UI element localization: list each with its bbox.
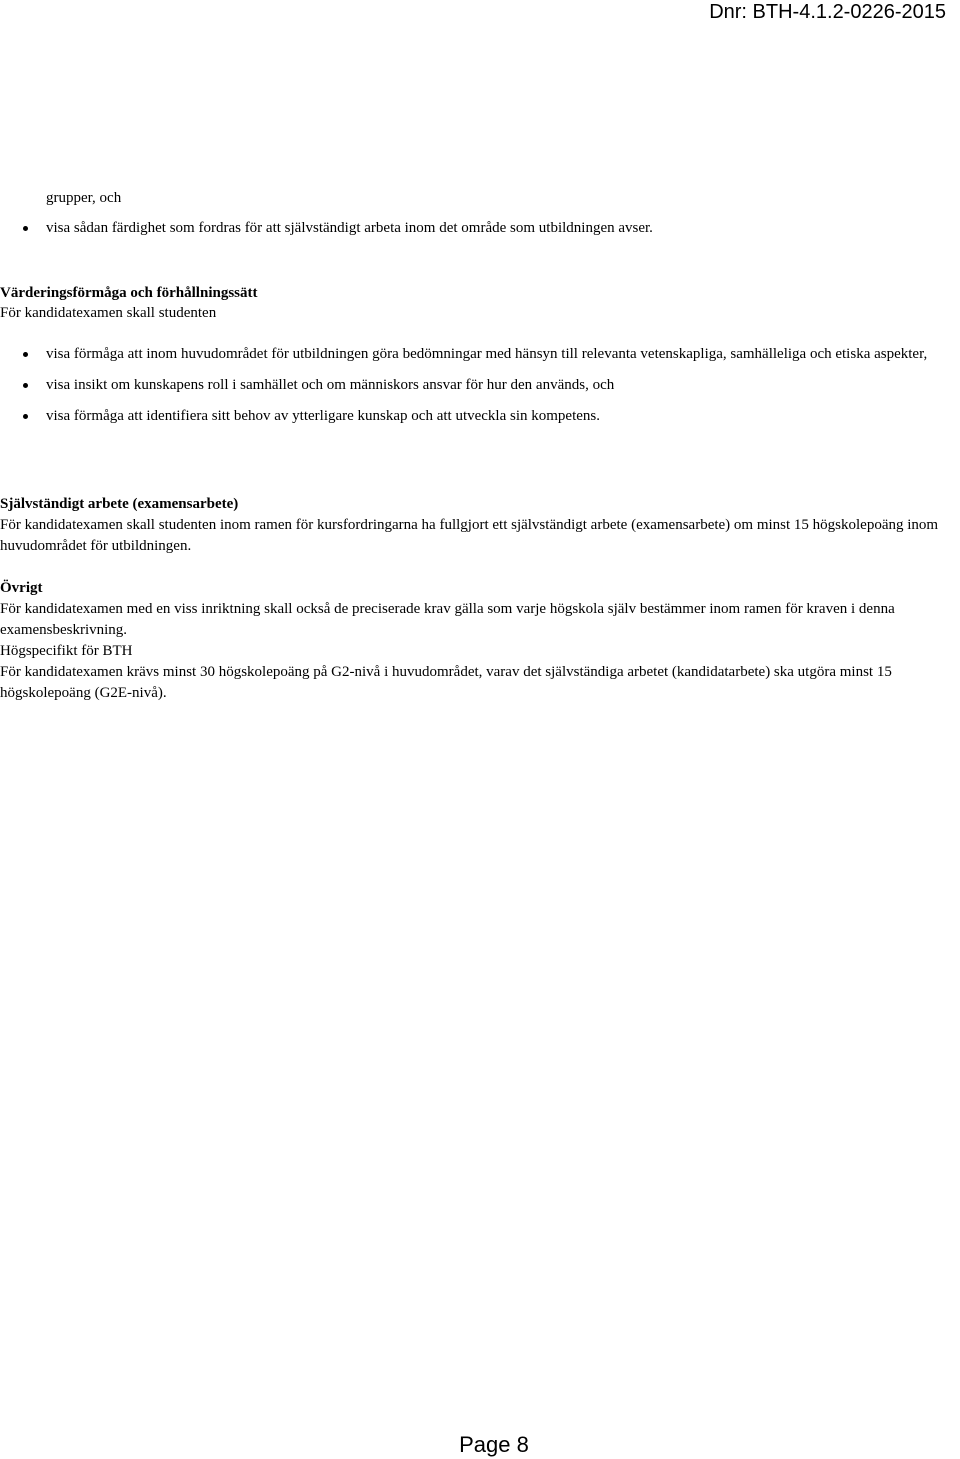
values-bullet-list (0, 338, 955, 432)
section-intro: För kandidatexamen skall studenten (0, 305, 217, 321)
list-item-text: visa insikt om kunskapens roll i samhället och om människors ansvar för hur den används, och (46, 377, 615, 393)
section-body: För kandidatexamen med en viss inriktning skall också de preciserade krav gälla som varje högskola själv bestämmer inom ramen för kraven i denna examensbeskrivning. (0, 601, 895, 638)
subsection-body: För kandidatexamen krävs minst 30 högskolepoäng på G2-nivå i huvudområdet, varav det självständiga arbetet (kandidatarbete) ska utgöra minst 15 högskolepoäng (G2E-nivå). (0, 664, 892, 701)
page-number: Page 8 (459, 1432, 529, 1457)
list-item-text: visa förmåga att identifiera sitt behov av ytterligare kunskap och att utveckla sin kompetens. (46, 408, 600, 424)
previous-bullet-list (0, 218, 955, 238)
list-item (0, 370, 955, 401)
document-number: Dnr: BTH-4.1.2-0226-2015 (709, 1, 946, 23)
list-item-text: visa sådan färdighet som fordras för att självständigt arbeta inom det område som utbildningen avser. (46, 220, 653, 236)
bullet-icon (23, 383, 28, 388)
list-item (0, 401, 955, 432)
section-body: För kandidatexamen skall studenten inom ramen för kursfordringarna ha fullgjort ett självständigt arbete (examensarbete) om minst 15 högskolepoäng inom huvudområdet för utbildningen. (0, 517, 939, 554)
bullet-icon (23, 414, 28, 419)
continuation-text: grupper, och (46, 190, 122, 206)
other-section (0, 578, 940, 704)
section-heading: Självständigt arbete (examensarbete) (0, 496, 239, 512)
subsection-heading: Högspecifikt för BTH (0, 643, 133, 659)
bullet-icon (23, 352, 28, 357)
section-heading: Värderingsförmåga och förhållningssätt (0, 285, 258, 301)
list-item (0, 338, 955, 370)
list-item-text: visa förmåga att inom huvudområdet för utbildningen göra bedömningar med hänsyn till relevanta vetenskapliga, samhälleliga och etiska aspekter, (46, 346, 928, 362)
values-section (0, 283, 940, 323)
bullet-icon (23, 226, 28, 231)
independent-work-section (0, 494, 940, 557)
section-heading: Övrigt (0, 580, 43, 596)
list-item (0, 218, 955, 238)
